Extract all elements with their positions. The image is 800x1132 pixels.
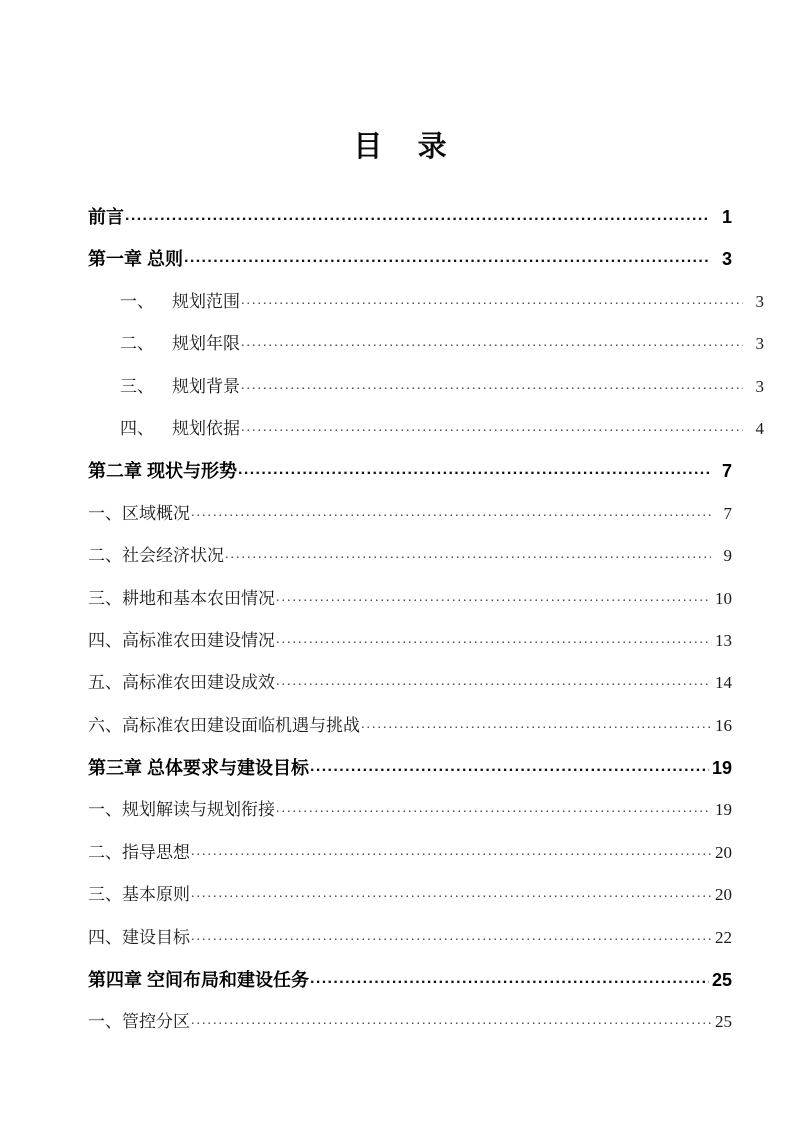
toc-leader-dots bbox=[191, 1003, 711, 1043]
toc-entry-title: 高标准农田建设成效 bbox=[122, 673, 275, 693]
toc-entry[interactable] bbox=[88, 493, 732, 535]
toc-entry[interactable] bbox=[88, 705, 732, 747]
toc-page-number: 22 bbox=[715, 927, 732, 947]
table-of-contents-list bbox=[88, 196, 764, 1044]
toc-entry-title: 高标准农田建设情况 bbox=[122, 630, 275, 650]
toc-leader-dots bbox=[184, 240, 709, 280]
toc-leader-dots bbox=[241, 410, 743, 450]
toc-leader-dots bbox=[276, 664, 711, 704]
toc-entry[interactable] bbox=[88, 917, 732, 959]
toc-entry-number: 一、 bbox=[88, 1012, 122, 1032]
toc-entry[interactable] bbox=[88, 366, 764, 408]
toc-entry-number: 四、 bbox=[120, 418, 154, 438]
toc-entry-title: 建设目标 bbox=[122, 927, 190, 947]
toc-entry-title: 区域概况 bbox=[122, 503, 190, 523]
toc-entry-label bbox=[88, 196, 124, 238]
toc-entry[interactable] bbox=[88, 620, 732, 662]
toc-entry-number: 二、 bbox=[88, 842, 122, 862]
toc-page-number: 3 bbox=[721, 249, 732, 270]
toc-entry-number: 一、 bbox=[120, 291, 154, 311]
toc-page-number: 19 bbox=[711, 758, 732, 779]
toc-entry[interactable] bbox=[88, 450, 732, 492]
toc-entry-label bbox=[88, 874, 190, 916]
toc-entry-label bbox=[88, 959, 309, 1001]
toc-entry-number: 一、 bbox=[88, 800, 122, 820]
toc-entry-title: 第四章 空间布局和建设任务 bbox=[88, 970, 309, 991]
toc-entry-title: 第二章 现状与形势 bbox=[88, 461, 238, 482]
toc-entry[interactable] bbox=[88, 238, 732, 280]
toc-entry[interactable] bbox=[88, 662, 732, 704]
toc-entry[interactable] bbox=[88, 408, 764, 450]
toc-page-number: 7 bbox=[723, 503, 732, 523]
toc-entry-number: 三、 bbox=[88, 885, 122, 905]
toc-leader-dots bbox=[361, 707, 711, 747]
toc-leader-dots bbox=[191, 834, 711, 874]
toc-entry-number: 一、 bbox=[88, 503, 122, 523]
toc-entry[interactable] bbox=[88, 789, 732, 831]
toc-entry-title: 高标准农田建设面临机遇与挑战 bbox=[122, 715, 360, 735]
toc-entry-label bbox=[88, 832, 190, 874]
toc-entry-label bbox=[120, 323, 240, 365]
toc-page-number: 4 bbox=[755, 418, 764, 438]
toc-entry-title: 规划依据 bbox=[172, 418, 240, 438]
toc-entry-title: 社会经济状况 bbox=[122, 546, 224, 566]
toc-entry[interactable] bbox=[88, 281, 764, 323]
toc-leader-dots bbox=[191, 876, 711, 916]
toc-page-number: 25 bbox=[715, 1012, 732, 1032]
toc-entry-number: 五、 bbox=[88, 673, 122, 693]
toc-entry[interactable] bbox=[88, 959, 732, 1001]
toc-leader-dots bbox=[241, 283, 743, 323]
toc-entry-label bbox=[88, 620, 275, 662]
toc-page-number: 13 bbox=[715, 630, 732, 650]
toc-entry-number: 四、 bbox=[88, 927, 122, 947]
toc-entry-number: 三、 bbox=[120, 376, 154, 396]
toc-entry-title: 规划背景 bbox=[172, 376, 240, 396]
toc-leader-dots bbox=[191, 495, 711, 535]
toc-entry[interactable] bbox=[88, 747, 732, 789]
toc-page-number: 25 bbox=[711, 970, 732, 991]
toc-page-number: 20 bbox=[715, 842, 732, 862]
toc-leader-dots bbox=[241, 368, 743, 408]
toc-page-number: 9 bbox=[723, 546, 732, 566]
toc-leader-dots bbox=[125, 198, 709, 238]
toc-leader-dots bbox=[276, 580, 711, 620]
toc-page-number: 1 bbox=[721, 207, 732, 227]
toc-entry-title: 规划解读与规划衔接 bbox=[122, 800, 275, 820]
toc-entry-label bbox=[88, 535, 224, 577]
toc-entry-label bbox=[120, 366, 240, 408]
toc-entry-title: 第一章 总则 bbox=[88, 249, 184, 270]
toc-entry-title: 耕地和基本农田情况 bbox=[122, 588, 275, 608]
toc-entry[interactable] bbox=[88, 1001, 732, 1043]
toc-entry-title: 管控分区 bbox=[122, 1012, 190, 1032]
toc-entry[interactable] bbox=[88, 323, 764, 365]
toc-entry-number: 三、 bbox=[88, 588, 122, 608]
toc-leader-dots bbox=[238, 452, 709, 492]
toc-page-number: 3 bbox=[755, 334, 764, 354]
toc-entry-number: 二、 bbox=[88, 546, 122, 566]
toc-entry-label bbox=[88, 705, 360, 747]
toc-entry-label bbox=[88, 238, 183, 280]
toc-page-number: 7 bbox=[721, 461, 732, 482]
toc-entry-label bbox=[88, 493, 190, 535]
toc-entry-number: 四、 bbox=[88, 630, 122, 650]
toc-entry-label bbox=[88, 1001, 190, 1043]
toc-entry-title: 规划范围 bbox=[172, 291, 240, 311]
toc-entry-label bbox=[88, 450, 237, 492]
toc-entry-label bbox=[88, 662, 275, 704]
toc-page-number: 19 bbox=[715, 800, 732, 820]
toc-entry[interactable] bbox=[88, 832, 732, 874]
toc-entry-number: 二、 bbox=[120, 334, 154, 354]
toc-leader-dots bbox=[276, 622, 711, 662]
toc-leader-dots bbox=[310, 961, 709, 1001]
toc-entry-number: 六、 bbox=[88, 715, 122, 735]
toc-page-number: 3 bbox=[755, 376, 764, 396]
toc-leader-dots bbox=[241, 325, 743, 365]
toc-leader-dots bbox=[310, 749, 709, 789]
toc-page-number: 14 bbox=[715, 673, 732, 693]
page-title: 目 录 bbox=[353, 131, 461, 163]
toc-entry-title: 基本原则 bbox=[122, 885, 190, 905]
toc-entry-label bbox=[88, 747, 309, 789]
toc-entry-label bbox=[88, 789, 275, 831]
toc-entry-label bbox=[120, 408, 240, 450]
toc-entry[interactable] bbox=[88, 578, 732, 620]
toc-leader-dots bbox=[225, 537, 711, 577]
toc-entry-title: 规划年限 bbox=[172, 334, 240, 354]
toc-entry-title: 第三章 总体要求与建设目标 bbox=[88, 758, 309, 779]
toc-leader-dots bbox=[191, 919, 711, 959]
toc-page-number: 3 bbox=[755, 291, 764, 311]
toc-entry[interactable] bbox=[88, 196, 732, 238]
toc-entry-title: 前言 bbox=[88, 207, 124, 227]
toc-page-number: 10 bbox=[715, 588, 732, 608]
toc-entry-label bbox=[88, 917, 190, 959]
toc-entry[interactable] bbox=[88, 874, 732, 916]
toc-page-number: 16 bbox=[715, 715, 732, 735]
toc-page-number: 20 bbox=[715, 885, 732, 905]
toc-entry[interactable] bbox=[88, 535, 732, 577]
toc-entry-label bbox=[88, 578, 275, 620]
toc-entry-label bbox=[120, 281, 240, 323]
toc-entry-title: 指导思想 bbox=[122, 842, 190, 862]
toc-leader-dots bbox=[276, 791, 711, 831]
